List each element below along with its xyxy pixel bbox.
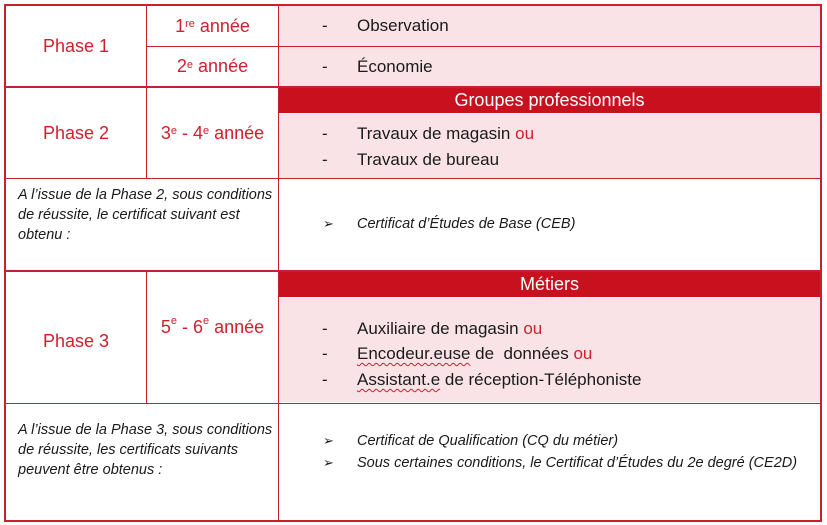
phase3-years [147, 272, 278, 403]
border-phase2-bottom [4, 178, 822, 179]
dash-bullet: - [322, 57, 328, 76]
phase1-item-economie: Économie [357, 57, 433, 76]
year-suffix: e [186, 58, 194, 71]
year-separator: - 4 [176, 122, 203, 143]
arrow-bullet-icon: ➢ [323, 433, 334, 448]
phase3-item-assistant [357, 370, 641, 390]
item-text: de données [470, 344, 574, 363]
year-word: année [193, 56, 249, 76]
phase2-years [147, 88, 278, 178]
year-word: année [209, 317, 265, 337]
phase1-year2 [147, 47, 278, 86]
border-bottom [4, 520, 822, 522]
year-suffix: e [202, 315, 210, 327]
phase3-item-auxiliaire [357, 319, 542, 339]
metiers-header: Métiers [279, 272, 820, 297]
phase3-item-encodeur [357, 344, 592, 364]
phase1-year1 [147, 6, 278, 46]
phase2-item-magasin [357, 124, 534, 144]
dash-bullet: - [322, 124, 328, 143]
dash-bullet: - [322, 344, 328, 363]
year-separator: - 6 [176, 317, 203, 337]
year-suffix: e [202, 125, 210, 137]
phase3-certificate-ce2d: Sous certaines conditions, le Certificat d’Études du 2e degré (CE2D) [357, 455, 798, 471]
item-word: Encodeur.euse [357, 344, 471, 363]
arrow-bullet-icon: ➢ [323, 216, 334, 231]
dash-bullet: - [322, 150, 328, 169]
dash-bullet: - [322, 16, 328, 35]
phase1-label: Phase 1 [42, 35, 110, 56]
item-text: Travaux de magasin [357, 124, 511, 143]
or-connector: ou [573, 344, 593, 363]
phase3-note: A l’issue de la Phase 3, sous conditions de réussite, les certificats suivants peuvent être obtenus : [18, 422, 273, 478]
dash-bullet: - [322, 370, 328, 389]
phase3-certificate-cq: Certificat de Qualification (CQ du métier) [357, 433, 619, 449]
or-connector: ou [523, 319, 543, 338]
dash-bullet: - [322, 319, 328, 338]
or-connector: ou [515, 124, 535, 143]
year-number: 2 [176, 56, 187, 76]
phase2-certificate: Certificat d’Études de Base (CEB) [357, 216, 576, 232]
phase2-item-bureau: Travaux de bureau [357, 150, 500, 169]
year-number: 3 [160, 122, 171, 143]
border-right [820, 4, 822, 522]
item-text: de magasin [425, 319, 524, 338]
phase1-item-observation: Observation [357, 16, 449, 35]
item-word: Assistant.e [357, 370, 441, 389]
item-text: de réception-Téléphoniste [440, 370, 642, 389]
year-word: année [194, 15, 250, 36]
phase2-note: A l’issue de la Phase 2, sous conditions de réussite, le certificat suivant est obtenu : [18, 187, 273, 243]
phase3-label: Phase 3 [42, 331, 110, 351]
arrow-bullet-icon: ➢ [323, 455, 334, 470]
item-word: Auxiliaire [357, 319, 426, 338]
border-col2 [278, 4, 279, 522]
border-phase3-bottom [4, 403, 822, 404]
year-number: 5 [160, 317, 171, 337]
year-suffix: re [185, 18, 195, 30]
year-number: 1 [175, 15, 186, 36]
groupes-professionnels-header: Groupes professionnels [279, 88, 820, 113]
phase2-label: Phase 2 [42, 122, 110, 143]
year-word: année [209, 122, 265, 143]
year-suffix: e [170, 315, 177, 327]
year-suffix: e [170, 125, 177, 137]
